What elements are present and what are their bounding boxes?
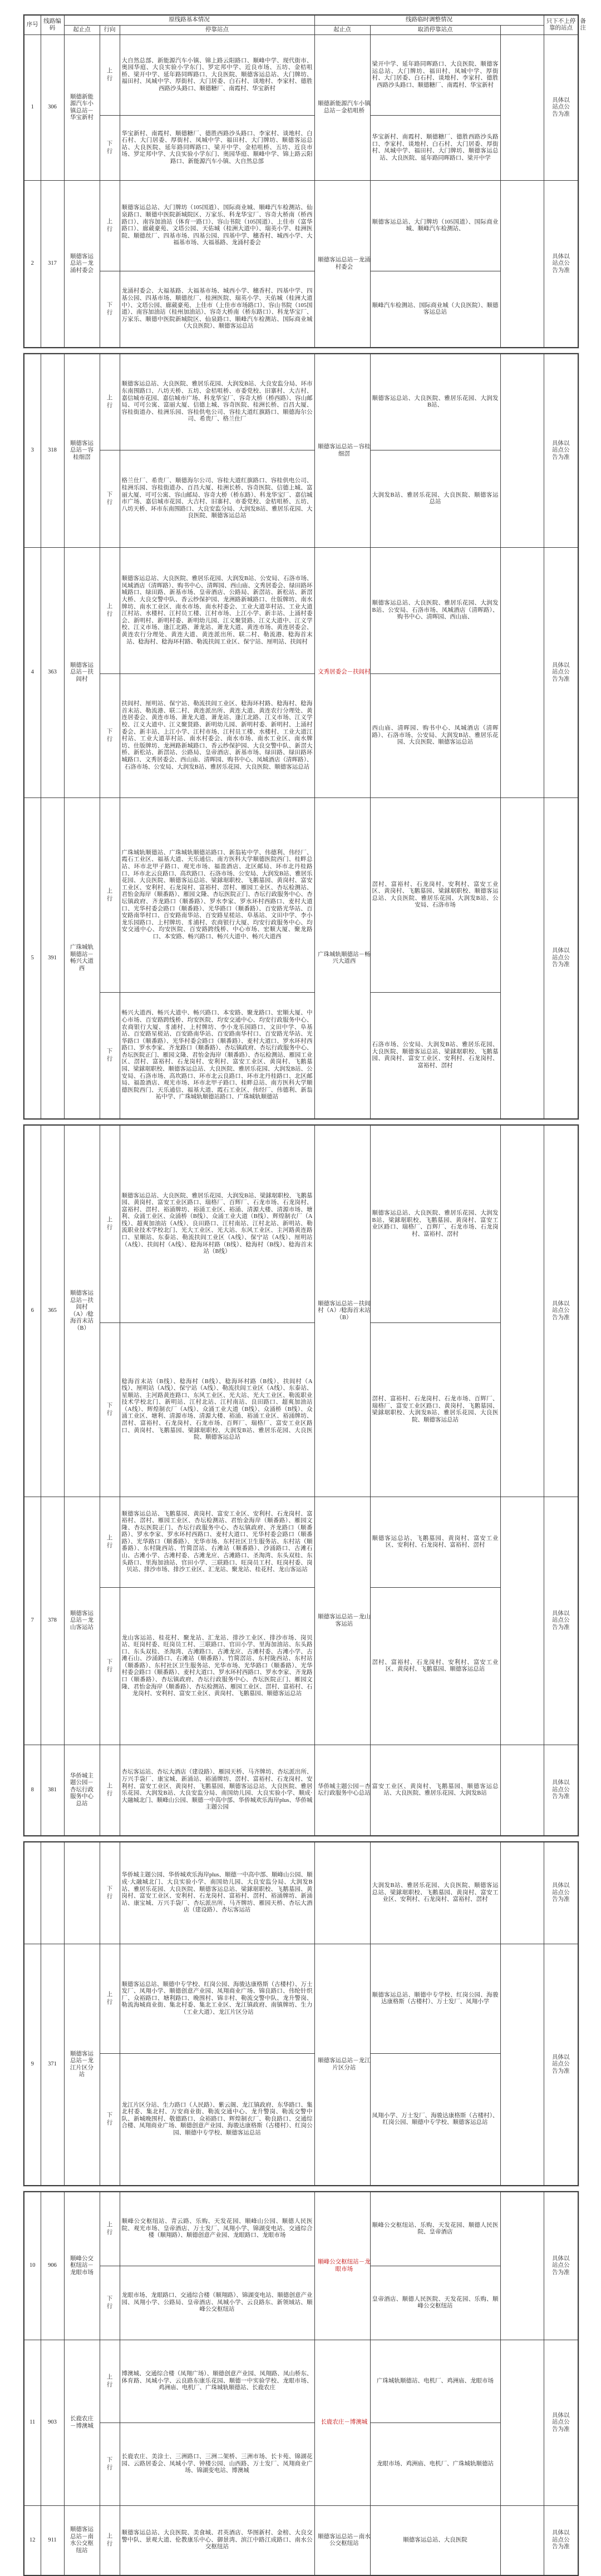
route-row bbox=[24, 798, 578, 993]
cell-new-endpoints: 顺德客运总站－龙江片区分站 bbox=[314, 1944, 370, 2186]
cell-line-code: 317 bbox=[41, 181, 64, 348]
cell-index: 10 bbox=[24, 2192, 41, 2340]
cell-remark: 具体以站点公告为准 bbox=[544, 1125, 578, 1497]
cell-direction-up: 上行 bbox=[100, 1497, 120, 1588]
route-row bbox=[24, 354, 578, 450]
cell-line-code: 365 bbox=[41, 1125, 64, 1497]
cell-cancelled-down: 华宝新村、南霞村、顺德糖厂、德胜西路沙头路口、李家村、谈地村、白石村、大门居委、厚街村、凤城中学、福田村、大门牌坊、顺德客运总站、大良医院、延年路同晖路口、梁开中学 bbox=[370, 116, 500, 181]
route-row bbox=[24, 1944, 578, 2054]
cell-stops-up: 顺峰公交枢纽站、青云路、乐购、天发花园、顺峰山公园、顺德人民医院、观光市场、皇帝酒店、万士发厂、凤翔小学、锦湖变电站、交通综合楼（顺翔路）、顺德创意产业园、龙眼路口、龙眼市场 bbox=[120, 2192, 314, 2266]
cell-direction-up: 上行 bbox=[100, 2192, 120, 2266]
header-group-original: 原线路基本情况 bbox=[64, 15, 314, 25]
route-row-down bbox=[24, 450, 578, 548]
cell-direction-up: 上行 bbox=[100, 1944, 120, 2054]
cell-direction-down: 下行 bbox=[100, 116, 120, 181]
cell-direction-down: 下行 bbox=[100, 271, 120, 348]
cell-remark: 具体以站点公告为准 bbox=[544, 1944, 578, 2186]
cell-endpoints: 顺德客运总站－龙涌村委会 bbox=[64, 181, 100, 348]
cell-cancelled-up: 顺德客运总站、大良医院、雅居乐花园、大润发B站、 bbox=[370, 354, 500, 450]
cell-cancelled-down: 顺峰汽车检测站、国际商业城（大良医院）、顺德客运总站 bbox=[370, 271, 500, 348]
table-block-5 bbox=[23, 2191, 579, 2576]
cell-line-code: 906 bbox=[41, 2192, 64, 2340]
cell-remark: 具体以站点公告为准 bbox=[544, 35, 578, 181]
cell-index: 5 bbox=[24, 798, 41, 1119]
cell-line-code bbox=[41, 1842, 64, 1944]
route-row-down bbox=[24, 271, 578, 348]
cell-line-code: 363 bbox=[41, 548, 64, 798]
cell-direction-up: 上行 bbox=[100, 2340, 120, 2423]
cell-cancelled-down: 石洛市场、公安局、大润发B站、雅居乐花园、大良医院、顺德客运总站、梁銶琚职校、飞鹅墓园、黄岗村、富安工业区、安利村、石龙岗村、富裕村、滘村 bbox=[370, 993, 500, 1119]
cell-cancelled-down: 滘村、富裕村、石龙岗村、石龙市场、百辉厂、瑞格厂、富安工业区路口、黄岗村、飞鹅墓园、梁銶琚职校、大润发B站、雅居乐花园、大良医院、顺德客运总站 bbox=[370, 1323, 500, 1497]
cell-direction-up: 上行 bbox=[100, 798, 120, 993]
cell-endpoints: 广珠城轨顺德站－畅兴大道西 bbox=[64, 798, 100, 1119]
cell-stops-down: 龙江片区分站、生力路口（人民路）、紫云阁、龙江镇政府、东华路口、集北村委、集北村、万安商业街、勒流交通中心、龙升警岗、勒流交警中队、新城晚围村、敬德路口、众裕路口、辉煌制衣厂、勒良路口、交通综合楼、凤翔商业广场、顺德创意产业园、海骏达康格斯（古楼村）、红岗公园、顺德中专学校、顺德客运总站 bbox=[120, 2054, 314, 2186]
cell-cancelled-down: 大润发B站、雅居乐花园、大良医院、顺德客运总站 bbox=[370, 450, 500, 548]
cell-new-endpoints: 顺峰公交枢纽站－龙眼市场 bbox=[314, 2192, 370, 2340]
cell-new-endpoints: 顺德新能源汽车小镇总站－金桔咀桥 bbox=[314, 35, 370, 181]
table-block-3 bbox=[23, 1124, 579, 1836]
route-row-down bbox=[24, 2266, 578, 2340]
header-group-adjusted: 线路临时调整情况 bbox=[314, 15, 544, 25]
cell-endpoints: 顺德客运总站－容桂细滘 bbox=[64, 354, 100, 548]
cell-only-off bbox=[500, 181, 544, 348]
cell-cancelled-up: 广珠城轨顺德站、电机厂、鸡洲庙、龙眼市场 bbox=[370, 2340, 500, 2423]
cell-line-code: 391 bbox=[41, 798, 64, 1119]
cell-direction-up: 上行 bbox=[100, 181, 120, 271]
cell-line-code: 381 bbox=[41, 1745, 64, 1836]
cell-index: 7 bbox=[24, 1497, 41, 1745]
cell-remark: 具体以站点公告为准 bbox=[544, 181, 578, 348]
cell-cancelled-up: 滘村、富裕村、石龙岗村、安利村、富安工业区、黄岗村、飞鹅墓园、梁銶琚职校、顺德客运总站、大良医院、雅居乐花园、大润发B站、公安局、石洛市场 bbox=[370, 798, 500, 993]
cell-new-endpoints: 顺德客运总站－南水公交枢纽站 bbox=[314, 2506, 370, 2576]
cell-remark: 具体以站点公告为准 bbox=[544, 2192, 578, 2340]
cell-index: 12 bbox=[24, 2506, 41, 2576]
cell-stops-up: 顺德客运总站、大良医院、美食城、君英酒店、华图新村、金榜、大良交警中队、景观大道、伦教康乐中心、御景湾、滨江中路江成路口、南水公交枢纽站 bbox=[120, 2506, 314, 2576]
cell-index: 1 bbox=[24, 35, 41, 181]
cell-endpoints: 华侨城主题公园－杏坛行政服务中心总站 bbox=[64, 1745, 100, 1836]
route-row bbox=[24, 1745, 578, 1836]
cell-stops-up: 广珠城轨顺德站、广珠城轨顺德站路口、新翁祐中学、伟德利、伟经厂、霞石工业区、福基大道、天乐通信、南方医科大学顺德医院西门、桂畔总站、环市北甲子路口、观光市场、福盈酒店、北区邮局、环市北丹桂路口、环市北云良路口、高坎路口、石洛市场、公安局、大润发B站、雅居乐花园、大良医院、顺德客运总站、梁銶琚职校、飞鹅墓园、黄岗村、富安工业区、安利村、石龙岗村、富裕村、滘村、雁园工业区、杏坛检测站、君怡金海岸（顺番路）、雁园文隆、杏坛医院正门、杏坛行政服务中心、杏坛镇政府、齐龙路口（顺番路）、罗水李家、罗水环村西路口、麦村大道口、光华村委会路口（顺番路）、光华路口（顺番路）、百安路光华站、百安路南华村口、百安路南华站、百安路星槎站、阜基站、文田中学、李小龙乐园路口、上村牌坊、豸浦村、农商银行大厦、均安行政服务中心、均安交通中心、均安医院、百安路跨线桥、中心市场、宏顺大厦、聚龙路口、本安路、畅兴路口、畅兴大道中、畅兴大道西 bbox=[120, 798, 314, 993]
cell-stops-down: 畅兴大道西、畅兴大道中、畅兴路口、本安路、聚龙路口、宏顺大厦、中心市场、百安路跨线桥、均安医院、均安交通中心、均安行政服务中心、农商银行大厦、豸浦村、上村牌坊、李小龙乐园路口、文田中学、阜基站、百安路星槎站、百安路南华站、百安路南华村口、百安路光华站、光华路口（顺番路）、光华村委会路口（顺番路）、麦村大道口、罗水环村西路口、罗水李家、齐龙路口（顺番路）、杏坛镇政府、杏坛行政服务中心、杏坛医院正门、雁园文隆、君怡金海岸（顺番路）、杏坛检测站、雁园工业区、滘村、富裕村、石龙岗村、安利村、富安工业区、黄岗村、飞鹅墓园、梁銶琚职校、顺德客运总站、大良医院、雅居乐花园、大润发B站、公安局、石洛市场、高坎路口、环市北云良路口、环市北丹桂路口、北区邮局、福盈酒店、观光市场、环市北甲子路口、桂畔总站、南方医科大学顺德医院西门、天乐通信、福基大道、霞石工业区、伟经厂、伟德利、新翁祐中学、广珠城轨顺德站路口、广珠城轨顺德站 bbox=[120, 993, 314, 1119]
cell-cancelled-up: 富安工业区、黄岗村、飞鹅墓园、顺德客运总站、大良医院、雅居乐花园、大润发B站 bbox=[370, 1745, 500, 1836]
cell-cancelled-down: 西山庙、清晖园、购书中心、凤城酒店（清晖路）、石洛市场、公安局、大润发B站、雅居乐花园、大良医院、顺德客运总站 bbox=[370, 674, 500, 798]
cell-only-off bbox=[500, 354, 544, 548]
cell-stops-up: 顺德客运总站、顺德中专学校、红岗公园、海骏达康格斯（古楼村）、万士发厂、凤翔小学、顺德创意产业园、凤翔商业广场、锦良路口、伟纶针织厂、众裕路口、塘利路口、晚围村、锦丰村、勒流交警中队、龙升警岗、勒流海城商业街、集北村委、集北工业区、龙江镇政府、南镇牌坊、生力（工业大道）、龙江片区分站 bbox=[120, 1944, 314, 2054]
cell-cancelled-up: 梁开中学、延年路同晖路口、大良医院、顺德客运总站、大门牌坊、福田村、凤城中学、厚街村、大门居委、白石村、谈地村、李家村、德胜西路沙头路口、顺德糖厂、南霞村、华宝新村 bbox=[370, 35, 500, 116]
cell-direction-down: 下行 bbox=[100, 1588, 120, 1745]
header-direction: 行向 bbox=[100, 25, 120, 35]
cell-endpoints: 顺德新能源汽车小镇总站－华宝新村 bbox=[64, 35, 100, 181]
cell-endpoints: 顺峰公交枢纽站－龙眼市场 bbox=[64, 2192, 100, 2340]
cell-index: 9 bbox=[24, 1944, 41, 2186]
cell-stops-up: 杏坛客运站、杏坛大酒店（建设路）、雁园天桥、马齐牌坊、杏坛派出所、万兴手袋厂、康宝城、新涌站、裕涌牌坊、滘村、富裕村、石龙岗村、安利村、富安工业区、黄岗村、飞鹅墓园、顺德客运总站、大良医院、雅居乐花园、大润发B站、大良安监分局、南国幼儿园、大良实验小学、顺成·大融城北门、顺峰山公园、顺德一中高中部、华侨城欢乐海岸plus、华侨城主题公园 bbox=[120, 1745, 314, 1836]
cell-direction-up: 上行 bbox=[100, 35, 120, 116]
header-endpoints: 起止点 bbox=[64, 25, 100, 35]
cell-remark: 具体以站点公告为准 bbox=[544, 2506, 578, 2576]
cell-cancelled-up: 顺德客运总站、飞鹅墓园、黄岗村、富安工业区、安利村、石龙岗村、富裕村、滘村 bbox=[370, 1497, 500, 1588]
cell-line-code: 318 bbox=[41, 354, 64, 548]
cell-direction-down: 下行 bbox=[100, 2423, 120, 2506]
cell-direction-down: 下行 bbox=[100, 674, 120, 798]
cell-stops-up: 大自然总部、新能源汽车小镇、锦上路云阳路口、顺峰中学、现代街市、奥园华庭、大良实验小学东门、罗定邦中学、近良市场、五坊、金桔咀桥、梁开中学、延年路同晖路口、大良医院、顺德客运总站、大门牌坊、福田村、凤城中学、厚街村、大门居委、白石村、谈地村、李家村、德胜西路沙头路口、顺德糖厂、南霞村、华宝新村 bbox=[120, 35, 314, 116]
route-row-down bbox=[24, 993, 578, 1119]
cell-remark: 具体以站点公告为准 bbox=[544, 548, 578, 798]
cell-endpoints: 顺德客运总站－扶闾村 bbox=[64, 548, 100, 798]
cell-stops-down: 华侨城主题公园、华侨城欢乐海岸plus、顺德一中高中部、顺峰山公园、顺成·大融城北门、大良实验小学、南国幼儿园、大良安监分局、大润发B站、雅居乐花园、大良医院、顺德客运总站、梁銶琚职校、飞鹅墓园、黄岗村、富安工业区、安利村、石龙岗村、富裕村、滘村、裕涌牌坊、新涌站、康宝城、万兴手袋厂、杏坛派出所、马齐牌坊、雁园天桥、杏坛大酒店（建设路）、杏坛客运站 bbox=[120, 1842, 314, 1944]
route-row bbox=[24, 2340, 578, 2423]
header-index: 序号 bbox=[24, 15, 41, 35]
cell-only-off bbox=[500, 1842, 544, 1944]
cell-line-code: 911 bbox=[41, 2506, 64, 2576]
route-row bbox=[24, 1125, 578, 1323]
cell-remark: 具体以站点公告为准 bbox=[544, 2340, 578, 2506]
cell-stops-up: 顺德客运总站、大良医院、雅居乐花园、大润发B站、公安局、石洛市场、凤城酒店（清晖路）、购书中心、清晖园、西山庙、文秀居委会、绿田路环城路口、绿田路、新基市场、皇帝酒店、公路局、新滘站、新松站、新滘大桥、大良交警中队、香云纱保护园、龙洲路新城路口、仕版牌坊、南水牌坊、南水工业区、南水市场、南水村委会、工业大道莘村站、工业大道江村站、水楼村、江村员工楼、江村市场、上江小学、新丰站、上涌村委会、新明村、新明村委、新明幼儿园、江义聚贤路、江义大道中、江义学校、江义市场、逢江北路、萧龙站、萧龙大道、黄连市场、黄连居委会、黄连农行分理处、黄连大道、黄连派出所、联二村、勒流港、稔海首末站、稔海村、稔海环村路、勒流扶闾工业区、保宁站、厘明站、扶闾村 bbox=[120, 548, 314, 674]
cell-new-endpoints: 顺德客运总站－龙山客运站 bbox=[314, 1497, 370, 1745]
cell-stops-down: 龙山客运站、桂花村、聚龙站、汇龙站、排沙工业区、排沙市场、岗贝站、旺岗村委、旺岗员工村、三联路口、官田小学、里海加油站、东头路口、东头双桂、圣淘湾、古滩路口、古滩龙应、古滩村委、古滩小学、古滩石山、沙涌路口、右滩站（顺番路）、竹简滘站、东村陇西站、东村站（顺番路）、东村社区卫生服务站、光华市场、光华路口（顺番路）、光华村委会路口（顺番路）、麦村大道口、罗水环村西路口、罗水李家、齐龙路口（顺番路）、杏坛镇政府、杏坛行政服务中心、杏坛医院正门、雁园文隆、君怡金海岸（顺番路）、杏坛检测站、雁园工业区、滘村、富裕村、石龙岗村、安利村、富安工业区、黄岗村、飞鹅墓园、顺德客运总站 bbox=[120, 1588, 314, 1745]
route-row-down bbox=[24, 116, 578, 181]
cell-stops-up: 博澳城、交通综合楼（凤翔广场）、顺德创意产业园、凤翔路、凤山桥东、体育路、凤城小学、云良路东康乐花园、顺德一中实验学校、龙眼市场、鸡洲庙、电机厂、广珠城轨顺德站、长鹿农庄 bbox=[120, 2340, 314, 2423]
cell-remark: 具体以站点公告为准 bbox=[544, 798, 578, 1119]
cell-index: 2 bbox=[24, 181, 41, 348]
route-row bbox=[24, 2192, 578, 2266]
header-line-code: 线路编码 bbox=[41, 15, 64, 35]
route-row-down bbox=[24, 2423, 578, 2506]
cell-endpoints: 顺德客运总站－龙山客运站 bbox=[64, 1497, 100, 1745]
cell-cancelled-up: 顺德客运总站、顺德中专学校、红岗公园、海骏达康格斯（古楼村）、万士发厂、凤翔小学 bbox=[370, 1944, 500, 2054]
cell-new-endpoints: 顺德客运总站－容桂细滘 bbox=[314, 354, 370, 548]
table-block-4 bbox=[23, 1841, 579, 2186]
cell-index: 8 bbox=[24, 1745, 41, 1836]
cell-line-code: 371 bbox=[41, 1944, 64, 2186]
cell-stops-down: 华宝新村、南霞村、顺德糖厂、德胜西路沙头路口、李家村、谈地村、白石村、大门居委、厚街村、凤城中学、福田村、大门牌坊、顺德客运总站、大良医院、延年路同晖路口、梁开中学、金桔咀桥、五坊、近良市场、罗定邦中学、大良实验小学东门、奥园华庭、顺峰中学、锦上路云阳路口、新能源汽车小镇、大自然总部 bbox=[120, 116, 314, 181]
cell-new-endpoints bbox=[314, 1842, 370, 1944]
cell-cancelled-down: 凤翔小学、万士发厂、海骏达康格斯（古楼村）、红岗公园、顺德中专学校、顺德客运总站 bbox=[370, 2054, 500, 2186]
cell-direction-down: 下行 bbox=[100, 2054, 120, 2186]
cell-remark: 具体以站点公告为准 bbox=[544, 1842, 578, 1944]
cell-cancelled-up: 顺德客运总站、大良医院 bbox=[370, 2506, 500, 2576]
cell-stops-down: 长鹿农庄、美涂士、三洲路口、三洲二架桥、三洲市场、长卡苑、锦湖花园、云路居委会、凤城小学、钟楼公园、山西路、万士发厂、凤翔商业广场、锦湖变电站、博澳城 bbox=[120, 2423, 314, 2506]
cell-direction-down: 下行 bbox=[100, 1842, 120, 1944]
cell-cancelled-down: 龙眼市场、鸡洲庙、电机厂、广珠城轨顺德站 bbox=[370, 2423, 500, 2506]
cell-new-endpoints: 顺德客运总站－龙涌村委会 bbox=[314, 181, 370, 348]
cell-stops-up: 顺德客运总站、飞鹅墓园、黄岗村、富安工业区、安利村、石龙岗村、富裕村、滘村、雁园工业区、杏坛检测站、君怡金海岸（顺番路）、雁园文隆、杏坛医院正门、杏坛行政服务中心、杏坛镇政府、齐龙路口（顺番路）、罗水李家、罗水环村西路口、麦村大道口、光华村委会路口（顺番路）、光华路口（顺番路）、光华市场、东村社区卫生服务站、东村站（顺番路）、东村陇西站、竹简滘站、右滩站（顺番路）、沙涌路口、古滩石山、古滩小学、古滩村委、古滩龙应、古滩路口、圣淘湾、东头双桂、东头路口、里海加油站、官田小学、三联路口、旺岗员工村、旺岗村委、岗贝站、排沙市场、排沙工业区、汇龙站、聚龙站、桂花村、龙山客运站 bbox=[120, 1497, 314, 1588]
header-stops: 停靠站点 bbox=[120, 25, 314, 35]
cell-index: 3 bbox=[24, 354, 41, 548]
cell-endpoints: 顺德客运总站－扶闾村（A）/稔海首末站（B） bbox=[64, 1125, 100, 1497]
cell-line-code: 306 bbox=[41, 35, 64, 181]
cell-direction-up: 上行 bbox=[100, 548, 120, 674]
cell-only-off bbox=[500, 1125, 544, 1497]
header-new-endpoints: 起止点 bbox=[314, 25, 370, 35]
cell-only-off bbox=[500, 1944, 544, 2186]
cell-remark: 具体以站点公告为准 bbox=[544, 354, 578, 548]
cell-endpoints: 顺德客运总站－南水公交枢纽站 bbox=[64, 2506, 100, 2576]
route-row-down bbox=[24, 1588, 578, 1745]
cell-only-off bbox=[500, 548, 544, 798]
cell-only-off bbox=[500, 1497, 544, 1745]
cell-endpoints bbox=[64, 1842, 100, 1944]
cell-new-endpoints: 华侨城主题公园－杏坛行政服务中心总站 bbox=[314, 1745, 370, 1836]
cell-new-endpoints: 文秀居委会－扶闾村 bbox=[314, 548, 370, 798]
cell-endpoints: 顺德客运总站－龙江片区分站 bbox=[64, 1944, 100, 2186]
cell-direction-up: 上行 bbox=[100, 1745, 120, 1836]
table-block-2 bbox=[23, 353, 579, 1119]
cell-stops-down: 稔海首末站（B线）、稔海村（B线）、稔海环村路（B线）、扶闾村（A线）、厘明站（A线）、保宁站（A线）、勒流扶闾工业区（A线）、东泰站、星顺站、主河路黄连路口、东风工业区、光大站、光大工业区、勒流职业技术学校北门、新明站、江村北站、江村南站、良田路口、超爽加油站（A线）、辉煌制衣厂（A线）、众涌工业大道（B线）、众涌桥（B线）、众涌工业区、塘利、清源市场、清源大楼、裕涌、裕涌工业区、裕涌牌坊、滘村、富裕村、石龙岗村、石龙市场、百辉厂、瑞格厂、富安工业区路口、黄岗村、飞鹅墓园、梁銶琚职校、大润发B站、雅居乐花园、大良医院、顺德客运总站 bbox=[120, 1323, 314, 1497]
route-row bbox=[24, 548, 578, 674]
cell-line-code: 378 bbox=[41, 1497, 64, 1745]
cell-only-off bbox=[500, 2192, 544, 2340]
cell-direction-up: 上行 bbox=[100, 354, 120, 450]
cell-stops-down: 龙眼市场、龙眼路口、交通综合楼（顺翔路）、锦湖变电站、顺德创意产业园、凤翔小学、公路局、皇帝酒店、凤城小学、云良路东、新领域站、顺峰公交枢纽站 bbox=[120, 2266, 314, 2340]
cell-cancelled-up: 顺德客运总站、大良医院、雅居乐花园、大润发B站、梁銶琚职校、飞鹅墓园、黄岗村、富安工业区路口、瑞格厂、百辉厂、石龙市场、石龙岗村、富裕村、滘村 bbox=[370, 1125, 500, 1323]
cell-cancelled-up: 顺德客运总站、大良医院、雅居乐花园、大润发B站、公安局、石洛市场、凤城酒店（清晖路）、购书中心、清晖园、西山庙、 bbox=[370, 548, 500, 674]
header-cancelled-stops: 取消停靠站点 bbox=[370, 25, 500, 35]
cell-endpoints: 长鹿农庄－博澳城 bbox=[64, 2340, 100, 2506]
cell-new-endpoints: 顺德客运总站－扶闾村（A）/稔海首末站（B） bbox=[314, 1125, 370, 1497]
cell-only-off bbox=[500, 35, 544, 181]
cell-remark: 具体以站点公告为准 bbox=[544, 1745, 578, 1836]
cell-cancelled-down: 皇帝酒店、顺德人民医院、天发花园、乐购、顺峰公交枢纽站 bbox=[370, 2266, 500, 2340]
route-row bbox=[24, 35, 578, 116]
cell-new-endpoints: 广珠城轨顺德站－畅兴大道西 bbox=[314, 798, 370, 1119]
cell-only-off bbox=[500, 798, 544, 1119]
table-block-1: 序号 线路编码 原线路基本情况 线路临时调整情况 只下不上停靠的站点 备注 起止点 行向 停靠站点 起止点 取消停靠站点 1 306 顺德新能源汽车小镇总站－华宝新村 上行 大自然总部、新能源汽车小镇、锦上路云阳路口、顺峰中学、现代街市、奥园华庭、大良实验小学东门、罗定邦中学、近良市场、五坊、金桔咀桥、梁开中学、延年路同晖路口、大良医院、顺德客运总站、大门牌坊、福田村、凤城中学、厚街村、大门居委、白石村、谈地村、李家村、德胜西路沙头路口、顺德糖厂、南霞村、华宝新村 顺德新能源汽车小镇总站－金桔咀桥 梁开中学、延年路同晖路口、大良医院、顺德客运总站、大门牌坊、福田村、凤城中学、厚街村、大门居委、白石村、谈地村、李家村、德胜西路沙头路口、顺德糖厂、南霞村、华宝新村 具体以站点公告为准 下行 华宝新村、南霞村、顺德糖厂、德胜西路沙头路口、李家村、谈地村、白石村、大门居委、厚街村、凤城中学、福田村、大门牌坊、顺德客运总站、大良医院、延年路同晖路口、梁开中学、金桔咀桥、五坊、近良市场、罗定邦中学、大良实验小学东门、奥园华庭、顺峰中学、锦上路云阳路口、新能源汽车小镇、大自然总部 华宝新村、南霞村、顺德糖厂、德胜西路沙头路口、李家村、谈地村、白石村、大门居委、厚街村、凤城中学、福田村、大门牌坊、顺德客运总站、大良医院、延年路同晖路口、梁开中学 2 317 顺德客运总站－龙涌村委会 上行 顺德客运总站、大门牌坊（105国道）、国际商业城、顺峰汽车检测站、仙泉路口、顺德中医院新城院区、万家乐、科龙华宝厂、容奇大桥南（桥西路口）、南容加油站（体育一路口）、容山书院（105国道）、上佳市（富华路口）、廊葳豪苑、文塔公园、天佑城（桂洲大道中）、瑞英小学、桂洲医院、顺德丝厂、四基市场、四基公园、四基中学、穗香村、城西小学、大福基市场、大福基路、龙涌村委会 顺德客运总站－龙涌村委会 顺德客运总站、大门牌坊（105国道）、国际商业城、顺峰汽车检测站、 具体以站点公告为准 下行 龙涌村委会、大福基路、大福基市场、城西小学、穗香村、四基中学、四基公园、四基市场、顺德丝厂、桂洲医院、瑞英小学、天佑城（桂洲大道中）、文塔公园、廊葳豪苑、上佳市（上佳市市场路口）、容山书院（105国道）、南容加油站（桂州加油站）、容奇大桥南（桥东路口）、科龙华宝厂、万家乐、顺德中医院新城院区、仙泉路口、顺峰汽车检测站、国际商业城（大良医院）、顺德客运总站 顺峰汽车检测站、国际商业城（大良医院）、顺德客运总站 bbox=[23, 14, 579, 348]
cell-direction-down: 下行 bbox=[100, 993, 120, 1119]
cell-index: 11 bbox=[24, 2340, 41, 2506]
cell-only-off bbox=[500, 2340, 544, 2506]
cell-direction-down: 下行 bbox=[100, 2266, 120, 2340]
cell-cancelled-down: 滘村、富裕村、石龙岗村、安利村、富安工业区、黄岗村、飞鹅墓园、顺德客运总站 bbox=[370, 1588, 500, 1745]
cell-stops-up: 顺德客运总站、大良医院、雅居乐花园、大润发B站、梁銶琚职校、飞鹅墓园、黄岗村、富安工业区路口、瑞格厂、百辉厂、石龙市场、石龙岗村、富裕村、滘村、裕涌牌坊、裕涌工业区、裕涌、清源大楼、清源市场、塘利、众涌工业区、众涌桥（B线）、众涌工业大道（B线）、辉煌制衣厂（A线）、超爽加油站（A线）、良田路口、江村南站、江村北站、新明站、勒流职业技术学校北门、光大工业区、光大站、东风工业区、主河路黄连路口、星顺站、东泰站、勒流扶闾工业区（A线）、保宁站（A线）、厘明站（A线）、扶闾村（A线）、稔海环村路（B线）、稔海村（B线）、稔海首末站（B线） bbox=[120, 1125, 314, 1323]
route-row-down bbox=[24, 674, 578, 798]
cell-stops-up: 顺德客运总站、大良医院、雅居乐花园、大润发B站、大良安监分局、环市东南围路口、八坊天桥、五坊、金桔咀桥、市委党校、旧寨村、大吉村、嘉信城市花园、嘉信城市广场、科龙华宝厂、容奇大桥（桥西路）、容山邮局、可可公寓、富丽大厦、信德上城、容奇医院、桂洲长桥、百昌大厦、容桂街道办、桂洲乐园、容桂供电公司、容桂大道红旗路口、顺德海尔公司、希贵厂、格兰仕厂 bbox=[120, 354, 314, 450]
cell-direction-down: 下行 bbox=[100, 450, 120, 548]
cell-remark: 具体以站点公告为准 bbox=[544, 1497, 578, 1745]
header-only-off: 只下不上停靠的站点 bbox=[544, 15, 578, 35]
cell-cancelled-down: 大润发B站、雅居乐花园、大良医院、顺德客运总站、梁銶琚职校、飞鹅墓园、黄岗村、富安工业区、安利村、石龙岗村、富裕村、滘村 bbox=[370, 1842, 500, 1944]
cell-stops-up: 顺德客运总站、大门牌坊（105国道）、国际商业城、顺峰汽车检测站、仙泉路口、顺德中医院新城院区、万家乐、科龙华宝厂、容奇大桥南（桥西路口）、南容加油站（体育一路口）、容山书院（105国道）、上佳市（富华路口）、廊葳豪苑、文塔公园、天佑城（桂洲大道中）、瑞英小学、桂洲医院、顺德丝厂、四基市场、四基公园、四基中学、穗香村、城西小学、大福基市场、大福基路、龙涌村委会 bbox=[120, 181, 314, 271]
cell-direction-up: 上行 bbox=[100, 2506, 120, 2576]
route-row bbox=[24, 1497, 578, 1588]
cell-stops-down: 扶闾村、厘明站、保宁站、勒流扶闾工业区、稔海环村路、稔海村、稔海首末站、勒流港、联二村、黄连派出所、黄连大道、黄连农行分理处、黄连居委会、黄连市场、萧龙大道、萧龙站、逢江北路、江义市场、江义学校、江义大道中、江义聚贤路、新明幼儿园、新明村委、新明村、上涌村委会、新丰站、上江小学、江村市场、江村员工楼、水楼村、工业大道江村站、工业大道莘村站、南水村委会、南水市场、南水工业区、南水牌坊、仕版牌坊、龙洲路新城路口、香云纱保护园、大良交警中队、新滘大桥、新松站、新滘站、公路局、皇帝酒店、新基市场、绿田路、绿田路环城路口、文秀居委会、西山庙、清晖园、购书中心、凤城酒店（清晖路）、石洛市场、公安局、大润发B站、雅居乐花园、大良医院、顺德客运总站 bbox=[120, 674, 314, 798]
route-row bbox=[24, 2506, 578, 2576]
route-row-down bbox=[24, 2054, 578, 2186]
cell-line-code: 903 bbox=[41, 2340, 64, 2506]
route-row bbox=[24, 181, 578, 271]
cell-direction-down: 下行 bbox=[100, 1323, 120, 1497]
cell-index: 6 bbox=[24, 1125, 41, 1497]
cell-cancelled-up: 顺德客运总站、大门牌坊（105国道）、国际商业城、顺峰汽车检测站、 bbox=[370, 181, 500, 271]
cell-only-off bbox=[500, 1745, 544, 1836]
cell-stops-down: 格兰仕厂、希贵厂、顺德海尔公司、容桂大道红旗路口、容桂供电公司、桂洲乐园、容桂街道办、百昌大厦、桂洲长桥、容奇医院、信德上城、富丽大厦、可可公寓、容山邮局、容奇大桥（桥东路）、科龙华宝厂、嘉信城市广场、嘉信城市花园、大吉村、旧寨村、市委党校、金桔咀桥、五坊、八坊天桥、环市东南围路口、大良安监分局、大润发B站、雅居乐花园、大良医院、顺德客运总站 bbox=[120, 450, 314, 548]
cell-new-endpoints: 长鹿农庄－博澳城 bbox=[314, 2340, 370, 2506]
cell-stops-down: 龙涌村委会、大福基路、大福基市场、城西小学、穗香村、四基中学、四基公园、四基市场、顺德丝厂、桂洲医院、瑞英小学、天佑城（桂洲大道中）、文塔公园、廊葳豪苑、上佳市（上佳市市场路口）、容山书院（105国道）、南容加油站（桂州加油站）、容奇大桥南（桥东路口）、科龙华宝厂、万家乐、顺德中医院新城院区、仙泉路口、顺峰汽车检测站、国际商业城（大良医院）、顺德客运总站 bbox=[120, 271, 314, 348]
route-row bbox=[24, 1842, 578, 1944]
cell-cancelled-up: 顺峰公交枢纽站、乐购、天发花园、顺德人民医院、皇帝酒店 bbox=[370, 2192, 500, 2266]
cell-index: 4 bbox=[24, 548, 41, 798]
cell-index bbox=[24, 1842, 41, 1944]
cell-direction-up: 上行 bbox=[100, 1125, 120, 1323]
route-row-down bbox=[24, 1323, 578, 1497]
cell-only-off bbox=[500, 2506, 544, 2576]
